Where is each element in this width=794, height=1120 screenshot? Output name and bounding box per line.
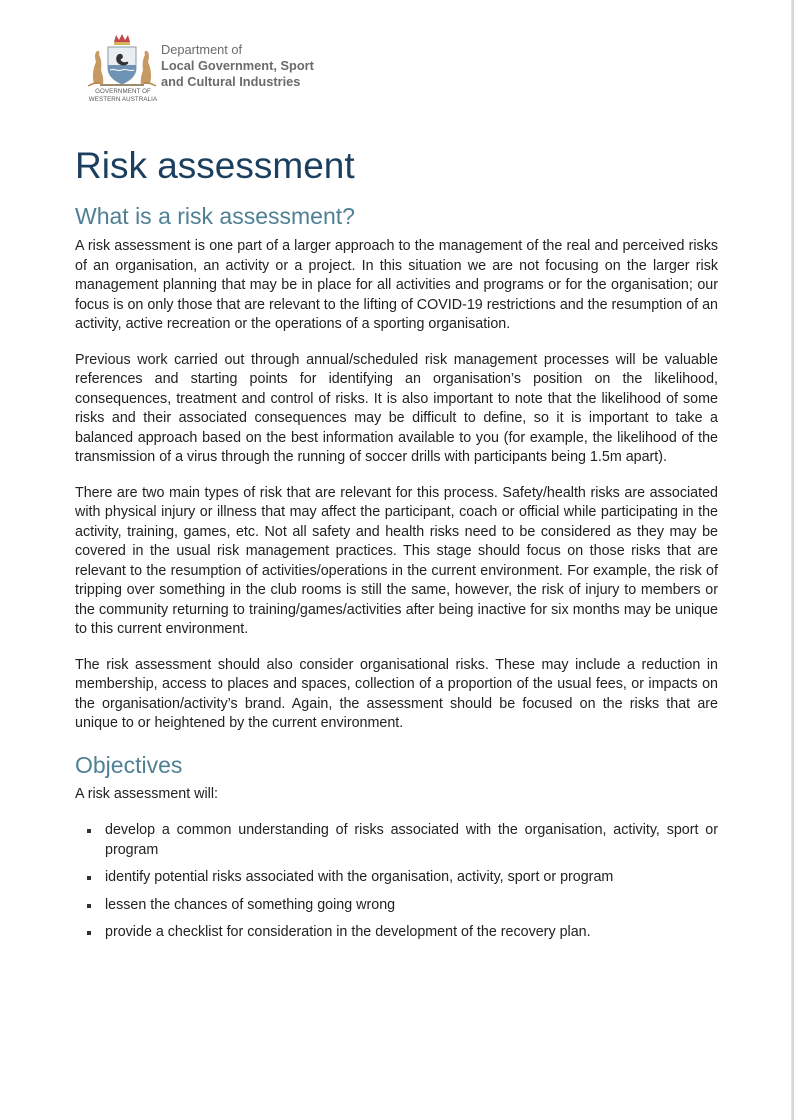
government-label xyxy=(86,88,160,103)
paragraph-1: A risk assessment is one part of a larger approach to the management of the real and perceived risks of an organisation, an activity or a project. In this situation we are not focusing on the larger risk management planning that may be in place for all activities and programs or for the organisation; our focus is on only those that are relevant to the lifting of COVID-19 restrictions and the resumption of an activity, active recreation or the operations of a sporting organisation. xyxy=(75,238,718,332)
list-item xyxy=(75,896,718,916)
objectives-intro: A risk assessment will: xyxy=(75,785,219,802)
department-name xyxy=(161,42,314,90)
list-item-text: provide a checklist for consideration in the development of the recovery plan. xyxy=(105,924,591,940)
list-item xyxy=(75,821,718,860)
department-name-line2: Local Government, Sport xyxy=(161,58,314,73)
section-heading-objectives: Objectives xyxy=(75,751,183,778)
bullet-icon xyxy=(87,829,91,833)
list-item-text: identify potential risks associated with the organisation, activity, sport or program xyxy=(105,869,614,885)
list-item xyxy=(75,868,718,888)
paragraph-3: There are two main types of risk that are relevant for this process. Safety/health risks are associated with physical injury or illness that may affect the participant, coach or official while participating in the activity, training, games, etc. Not all safety and health risks need to be considered as they may be covered in the usual risk management practices. This stage should focus on those risks that are relevant to the resumption of activities/operations in the current environment. For example, the risk of tripping over something in the club rooms is still the same, however, the risk of injury to members or the community returning to training/games/activities after being inactive for six months may be unique to this current environment. xyxy=(75,484,718,637)
section-heading-what: What is a risk assessment? xyxy=(75,203,355,229)
bullet-icon xyxy=(87,876,91,880)
government-label-line2: WESTERN AUSTRALIA xyxy=(88,95,158,103)
department-name-line1: Department of xyxy=(161,42,243,57)
paragraph-2: Previous work carried out through annual/scheduled risk management processes will be valuable references and starting points for identifying an organisation’s position on the likelihood, consequences, treatment and control of risks. It is also important to note that the likelihood of some risks and their associated consequences may be difficult to define, so it is important to take a balanced approach based on the best information available to you (for example, the likelihood of the transmission of a virus through the running of soccer drills with participants being 1.5m apart). xyxy=(75,351,718,465)
coat-of-arms-logo xyxy=(86,32,158,88)
government-label-line1: GOVERNMENT OF xyxy=(95,88,151,95)
list-item-text: lessen the chances of something going wrong xyxy=(105,896,396,913)
list-item xyxy=(75,923,718,943)
department-name-line3: and Cultural Industries xyxy=(161,74,301,89)
page-title: Risk assessment xyxy=(75,145,355,186)
document-body xyxy=(75,142,718,951)
list-item-text: develop a common understanding of risks associated with the organisation, activity, sport or program xyxy=(105,822,718,858)
paragraph-4: The risk assessment should also consider organisational risks. These may include a reduction in membership, access to places and spaces, collection of a proportion of the usual fees, or impacts on the organisation/activity’s brand. Again, the assessment should be focused on the risks that are unique to or heightened by the current environment. xyxy=(75,656,718,731)
page-header xyxy=(86,32,346,106)
objectives-list xyxy=(75,821,718,943)
bullet-icon xyxy=(87,904,91,908)
bullet-icon xyxy=(87,931,91,935)
